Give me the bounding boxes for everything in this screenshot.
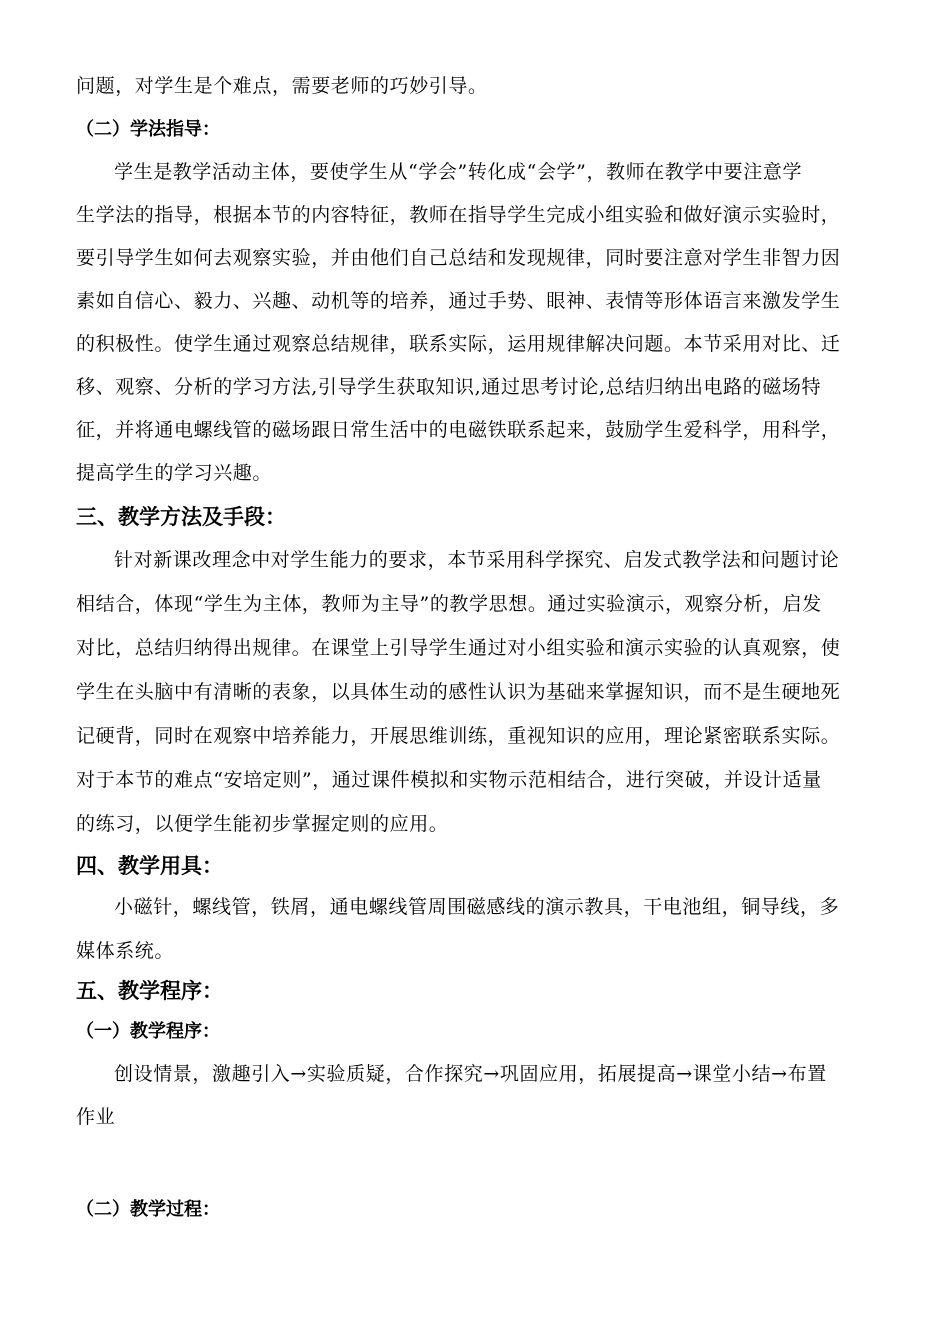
paragraph-line: 素如自信心、毅力、兴趣、动机等的培养，通过手势、眼神、表情等形体语言来激发学生: [76, 290, 841, 312]
section-heading-teaching-tools: 四、教学用具：: [76, 854, 223, 878]
subheading-procedure: （一）教学程序：: [76, 1021, 220, 1042]
paragraph-line: 创设情景，激趣引入→实验质疑，合作探究→巩固应用，拓展提高→课堂小结→布置: [114, 1063, 827, 1085]
section-heading-teaching-methods: 三、教学方法及手段：: [76, 505, 286, 529]
paragraph-line: 生学法的指导，根据本节的内容特征，教师在指导学生完成小组实验和做好演示实验时，: [76, 204, 841, 226]
paragraph-line: 问题，对学生是个难点，需要老师的巧妙引导。: [76, 75, 488, 97]
paragraph-line: 提高学生的学习兴趣。: [76, 462, 273, 484]
subheading-study-method: （二）学法指导：: [76, 119, 220, 140]
section-heading-teaching-procedure: 五、教学程序：: [76, 979, 223, 1003]
paragraph-line: 作业: [76, 1106, 116, 1128]
paragraph-line: 移、观察、分析的学习方法,引导学生获取知识,通过思考讨论,总结归纳出电路的磁场特: [76, 376, 822, 398]
paragraph-line: 小磁针，螺线管，铁屑，通电螺线管周围磁感线的演示教具，干电池组，铜导线，多: [114, 896, 840, 918]
paragraph-line: 要引导学生如何去观察实验，并由他们自己总结和发现规律，同时要注意对学生非智力因: [76, 247, 841, 269]
paragraph-line: 媒体系统。: [76, 940, 175, 962]
paragraph-line: 针对新课改理念中对学生能力的要求，本节采用科学探究、启发式教学法和问题讨论: [114, 549, 840, 571]
paragraph-line: 学生是教学活动主体，要使学生从“学会”转化成“会学”，教师在教学中要注意学: [114, 161, 803, 183]
paragraph-line: 的练习，以便学生能初步掌握定则的应用。: [76, 813, 449, 835]
paragraph-line: 相结合，体现“学生为主体，教师为主导”的教学思想。通过实验演示，观察分析，启发: [76, 593, 822, 615]
paragraph-line: 对比，总结归纳得出规律。在课堂上引导学生通过对小组实验和演示实验的认真观察，使: [76, 637, 841, 659]
subheading-teaching-process: （二）教学过程：: [76, 1199, 220, 1220]
paragraph-line: 征，并将通电螺线管的磁场跟日常生活中的电磁铁联系起来，鼓励学生爱科学，用科学，: [76, 419, 841, 441]
paragraph-line: 记硬背，同时在观察中培养能力，开展思维训练，重视知识的应用，理论紧密联系实际。: [76, 725, 841, 747]
paragraph-line: 学生在头脑中有清晰的表象，以具体生动的感性认识为基础来掌握知识，而不是生硬地死: [76, 681, 841, 703]
paragraph-line: 的积极性。使学生通过观察总结规律，联系实际，运用规律解决问题。本节采用对比、迁: [76, 333, 841, 355]
paragraph-line: 对于本节的难点“安培定则”，通过课件模拟和实物示范相结合，进行突破，并设计适量: [76, 769, 822, 791]
